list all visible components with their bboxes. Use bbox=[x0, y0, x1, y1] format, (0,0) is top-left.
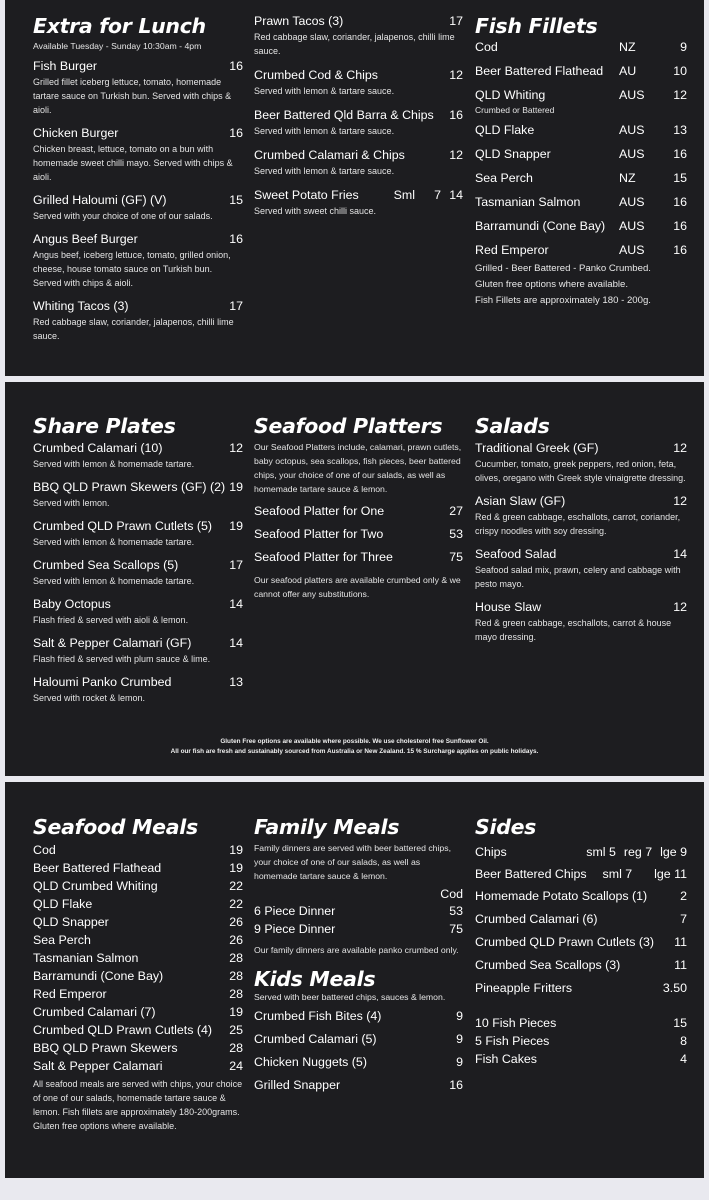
item-desc: Red cabbage slaw, coriander, jalapenos, chilli lime sauce. bbox=[33, 317, 234, 341]
item-name: Chips bbox=[475, 845, 507, 859]
item-price: 12 bbox=[673, 441, 687, 455]
item-price: 16 bbox=[229, 59, 243, 73]
lunch-column bbox=[33, 14, 243, 352]
item-name: Beer Battered Flathead bbox=[33, 861, 162, 875]
item-row bbox=[33, 299, 243, 314]
menu-item bbox=[254, 148, 463, 178]
item-name: Sea Perch bbox=[33, 933, 91, 947]
fillet-item bbox=[475, 123, 687, 138]
fillet-row bbox=[475, 147, 687, 162]
platters-column bbox=[254, 414, 463, 605]
item-name: Crumbed Sea Scallops (5) bbox=[33, 558, 179, 572]
item-price: 27 bbox=[449, 504, 463, 518]
item-name: Tasmanian Salmon bbox=[475, 195, 581, 209]
size-label: Sml bbox=[393, 188, 415, 202]
menu-item bbox=[33, 1039, 243, 1057]
item-price: 16 bbox=[673, 243, 687, 257]
item-price: 12 bbox=[449, 148, 463, 162]
platter-items bbox=[254, 500, 463, 569]
menu-item bbox=[33, 193, 243, 223]
item-name: Crumbed Calamari (7) bbox=[33, 1005, 156, 1019]
item-desc: Served with lemon & tartare sauce. bbox=[254, 166, 395, 176]
item-price: 13 bbox=[673, 123, 687, 137]
item-name: Cod bbox=[33, 843, 56, 857]
item-row bbox=[254, 68, 463, 83]
menu-item bbox=[254, 108, 463, 138]
item-price: 14 bbox=[229, 636, 243, 650]
menu-item bbox=[33, 985, 243, 1003]
item-row bbox=[33, 441, 243, 456]
item-origin: NZ bbox=[619, 171, 636, 185]
item-desc: Served with lemon & tartare sauce. bbox=[254, 86, 395, 96]
item-name: Barramundi (Cone Bay) bbox=[33, 969, 164, 983]
item-price: 17 bbox=[449, 14, 463, 28]
fillet-note: Gluten free options where available. bbox=[475, 279, 629, 290]
item-name: Fish Cakes bbox=[475, 1052, 537, 1066]
menu-item bbox=[254, 68, 463, 98]
item-row bbox=[33, 636, 243, 651]
item-price: 7 bbox=[680, 912, 687, 926]
platters-note: Our seafood platters are available crumbed only & we cannot offer any substitutions. bbox=[254, 575, 461, 599]
item-name: Homemade Potato Scallops (1) bbox=[475, 889, 648, 903]
fillets-column bbox=[475, 14, 687, 309]
item-name: Crumbed Sea Scallops (3) bbox=[475, 958, 621, 972]
chips-lge: lge 9 bbox=[660, 845, 687, 859]
item-price: 16 bbox=[229, 232, 243, 246]
item-name: QLD Flake bbox=[475, 123, 535, 137]
item-name: Baby Octopus bbox=[33, 597, 111, 611]
share-items bbox=[33, 441, 243, 705]
menu-item bbox=[33, 441, 243, 471]
item-price: 14 bbox=[673, 547, 687, 561]
item-name: House Slaw bbox=[475, 600, 542, 614]
menu-item bbox=[33, 480, 243, 510]
item-name: Haloumi Panko Crumbed bbox=[33, 675, 172, 689]
item-row bbox=[254, 148, 463, 163]
item-name: Crumbed Fish Bites (4) bbox=[254, 1009, 382, 1023]
platters-intro: Our Seafood Platters include, calamari, prawn cutlets, baby octopus, sea scallops, fish pieces, beer battered chips, your choice of one of our salads, as well as homemade tartare sauce & lemon. bbox=[254, 442, 462, 494]
item-name: Crumbed Cod & Chips bbox=[254, 68, 378, 82]
menu-item bbox=[33, 597, 243, 627]
item-price: 15 bbox=[229, 193, 243, 207]
fillet-item bbox=[475, 171, 687, 186]
item-name: Beer Battered Chips bbox=[475, 867, 587, 881]
menu-item bbox=[475, 547, 687, 591]
item-name: Crumbed Calamari & Chips bbox=[254, 148, 405, 162]
menu-item bbox=[475, 885, 687, 908]
item-row bbox=[475, 547, 687, 562]
item-desc: Angus beef, iceberg lettuce, tomato, grilled onion, cheese, house tomato sauce on Turkish bun. Served with chips & aioli. bbox=[33, 250, 231, 288]
kids-intro: Served with beer battered chips, sauces & lemon. bbox=[254, 992, 446, 1002]
item-price: 3.50 bbox=[662, 981, 687, 995]
item-name: Crumbed QLD Prawn Cutlets (4) bbox=[33, 1023, 213, 1037]
chips-sml: sml 5 bbox=[586, 845, 616, 859]
item-desc: Served with lemon & homemade tartare. bbox=[33, 537, 195, 547]
item-price: 14 bbox=[449, 188, 463, 202]
item-price: 19 bbox=[229, 519, 243, 533]
item-origin: AUS bbox=[619, 243, 645, 257]
item-price: 15 bbox=[673, 1016, 687, 1030]
item-name: QLD Crumbed Whiting bbox=[33, 879, 158, 893]
item-name: Angus Beef Burger bbox=[33, 232, 138, 246]
item-name: Red Emperor bbox=[475, 243, 549, 257]
item-price: 16 bbox=[449, 108, 463, 122]
menu-item bbox=[254, 1051, 463, 1074]
item-desc: Served with rocket & lemon. bbox=[33, 693, 146, 703]
item-price: 16 bbox=[449, 1078, 463, 1092]
menu-item bbox=[33, 675, 243, 705]
item-desc: Red & green cabbage, eschallots, carrot, coriander, crispy noodles with soy dressing. bbox=[475, 512, 681, 536]
menu-item bbox=[475, 908, 687, 931]
item-price: 28 bbox=[229, 951, 243, 965]
menu-item bbox=[254, 14, 463, 58]
pieces-items bbox=[475, 1014, 687, 1068]
family-intro: Family dinners are served with beer battered chips, your choice of one of our salads, as well as homemade tartare sauce & lemon. bbox=[254, 843, 452, 881]
menu-item bbox=[33, 895, 243, 913]
item-name: Cod bbox=[475, 40, 498, 54]
item-name: Beer Battered Qld Barra & Chips bbox=[254, 108, 434, 122]
item-row bbox=[33, 480, 243, 495]
item-price: 12 bbox=[673, 600, 687, 614]
item-row bbox=[33, 126, 243, 141]
item-sub: Crumbed or Battered bbox=[475, 105, 555, 115]
item-row bbox=[33, 675, 243, 690]
fillet-row bbox=[475, 171, 687, 186]
fillet-row bbox=[475, 195, 687, 210]
item-name: Crumbed Calamari (10) bbox=[33, 441, 163, 455]
bb-chips-row bbox=[475, 863, 687, 885]
item-origin: NZ bbox=[619, 40, 636, 54]
family-cod-label: Cod bbox=[440, 887, 463, 901]
item-price: 25 bbox=[229, 1023, 243, 1037]
item-name: Tasmanian Salmon bbox=[33, 951, 139, 965]
menu-item bbox=[33, 877, 243, 895]
share-column bbox=[33, 414, 243, 714]
sml-price: 7 bbox=[434, 188, 441, 202]
meals-column bbox=[33, 815, 243, 1133]
menu-item bbox=[475, 441, 687, 485]
item-price: 14 bbox=[229, 597, 243, 611]
fillet-row bbox=[475, 88, 687, 103]
item-price: 53 bbox=[449, 904, 463, 918]
item-desc: Seafood salad mix, prawn, celery and cabbage with pesto mayo. bbox=[475, 565, 681, 589]
item-name: Grilled Haloumi (GF) (V) bbox=[33, 193, 167, 207]
menu-item bbox=[33, 299, 243, 343]
item-row bbox=[475, 441, 687, 456]
item-origin: AUS bbox=[619, 195, 645, 209]
fillet-item bbox=[475, 243, 687, 258]
item-name: Grilled Snapper bbox=[254, 1078, 341, 1092]
item-name: Traditional Greek (GF) bbox=[475, 441, 599, 455]
item-name: Salt & Pepper Calamari bbox=[33, 1059, 163, 1073]
menu-panel-lunch bbox=[5, 0, 704, 376]
item-price: 53 bbox=[449, 527, 463, 541]
item-name: QLD Whiting bbox=[475, 88, 546, 102]
item-price: 10 bbox=[673, 64, 687, 78]
item-desc: Red cabbage slaw, coriander, jalapenos, chilli lime sauce. bbox=[254, 32, 455, 56]
item-price: 28 bbox=[229, 969, 243, 983]
sides-title: Sides bbox=[475, 815, 537, 839]
menu-item bbox=[33, 859, 243, 877]
item-price: 8 bbox=[680, 1034, 687, 1048]
menu-item bbox=[33, 519, 243, 549]
fillet-item bbox=[475, 219, 687, 234]
item-row bbox=[475, 494, 687, 509]
salad-items bbox=[475, 441, 687, 644]
lunch-items bbox=[33, 59, 243, 343]
salads-title: Salads bbox=[475, 414, 550, 438]
item-desc: Served with lemon & homemade tartare. bbox=[33, 576, 195, 586]
item-price: 15 bbox=[673, 171, 687, 185]
item-price: 26 bbox=[229, 915, 243, 929]
item-price: 28 bbox=[229, 987, 243, 1001]
item-name: Beer Battered Flathead bbox=[475, 64, 604, 78]
share-title: Share Plates bbox=[33, 414, 176, 438]
chips-reg: reg 7 bbox=[623, 845, 653, 859]
item-price: 9 bbox=[456, 1009, 463, 1023]
family-column bbox=[254, 815, 463, 1097]
item-row bbox=[33, 558, 243, 573]
item-name: Barramundi (Cone Bay) bbox=[475, 219, 606, 233]
item-origin: AUS bbox=[619, 147, 645, 161]
menu-item bbox=[33, 841, 243, 859]
item-name: Crumbed QLD Prawn Cutlets (3) bbox=[475, 935, 655, 949]
fillet-item bbox=[475, 88, 687, 117]
item-name: Chicken Nuggets (5) bbox=[254, 1055, 367, 1069]
item-desc: Cucumber, tomato, greek peppers, red onion, feta, olives, oregano with Greek style vinaigrette dressing. bbox=[475, 459, 686, 483]
item-name: BBQ QLD Prawn Skewers bbox=[33, 1041, 178, 1055]
item-desc: Served with lemon & homemade tartare. bbox=[33, 459, 195, 469]
item-row bbox=[254, 108, 463, 123]
fillet-item bbox=[475, 40, 687, 55]
menu-item bbox=[254, 1028, 463, 1051]
meal-items bbox=[33, 841, 243, 1075]
salads-column bbox=[475, 414, 687, 653]
item-name: Whiting Tacos (3) bbox=[33, 299, 129, 313]
menu-item bbox=[475, 1050, 687, 1068]
menu-item bbox=[475, 1032, 687, 1050]
item-row bbox=[33, 597, 243, 612]
fillet-row bbox=[475, 219, 687, 234]
item-name: Sea Perch bbox=[475, 171, 533, 185]
item-price: 4 bbox=[680, 1052, 687, 1066]
item-name: 9 Piece Dinner bbox=[254, 922, 336, 936]
menu-item bbox=[254, 902, 463, 920]
item-price: 17 bbox=[229, 299, 243, 313]
menu-item bbox=[33, 232, 243, 290]
item-desc: Chicken breast, lettuce, tomato on a bun with homemade sweet chilli mayo. Served with chips & aioli. bbox=[33, 144, 233, 182]
item-price: 19 bbox=[229, 861, 243, 875]
bb-chips-sml: sml 7 bbox=[602, 867, 633, 881]
fillet-row bbox=[475, 40, 687, 55]
fillet-note: Grilled - Beer Battered - Panko Crumbed. bbox=[475, 263, 651, 274]
item-price: 16 bbox=[673, 219, 687, 233]
footer-line-2: All our fish are fresh and sustainably sourced from Australia or New Zealand. 15 % Surcharge applies on public holidays. bbox=[170, 748, 539, 755]
item-desc: Served with lemon. bbox=[33, 498, 110, 508]
menu-item bbox=[475, 1014, 687, 1032]
menu-item bbox=[475, 977, 687, 1000]
menu-panel-share bbox=[5, 382, 704, 776]
item-origin: AUS bbox=[619, 123, 645, 137]
item-name: Red Emperor bbox=[33, 987, 107, 1001]
menu-item bbox=[254, 500, 463, 523]
item-price: 22 bbox=[229, 879, 243, 893]
item-name: Prawn Tacos (3) bbox=[254, 14, 344, 28]
bb-chips-lge: lge 11 bbox=[654, 867, 687, 881]
menu-item bbox=[33, 636, 243, 666]
item-name: Sweet Potato Fries bbox=[254, 188, 359, 202]
item-price: 12 bbox=[449, 68, 463, 82]
lunch-more-column bbox=[254, 14, 463, 226]
item-price: 16 bbox=[673, 147, 687, 161]
item-price: 22 bbox=[229, 897, 243, 911]
item-desc: Flash fried & served with aioli & lemon. bbox=[33, 615, 189, 625]
fillet-row bbox=[475, 243, 687, 258]
menu-item bbox=[475, 931, 687, 954]
meals-notes: All seafood meals are served with chips, your choice of one of our salads, homemade tartare sauce & lemon. Fish fillets are approximately 180-200grams. Gluten free options where available. bbox=[33, 1079, 243, 1131]
item-name: BBQ QLD Prawn Skewers (GF) (2) bbox=[33, 480, 226, 494]
item-desc: Served with your choice of one of our salads. bbox=[33, 211, 213, 221]
menu-item bbox=[254, 1005, 463, 1028]
family-items bbox=[254, 902, 463, 938]
item-name: 10 Fish Pieces bbox=[475, 1016, 557, 1030]
item-desc: Red & green cabbage, eschallots, carrot & house mayo dressing. bbox=[475, 618, 672, 642]
item-price: 19 bbox=[229, 843, 243, 857]
item-desc: Served with lemon & tartare sauce. bbox=[254, 126, 395, 136]
item-name: Seafood Platter for Two bbox=[254, 527, 384, 541]
footer-line-1: Gluten Free options are available where possible. We use cholesterol free Sunflower Oil. bbox=[220, 738, 489, 745]
fillets-title: Fish Fillets bbox=[475, 14, 598, 38]
menu-item bbox=[254, 546, 463, 569]
item-name: Pineapple Fritters bbox=[475, 981, 573, 995]
item-price: 11 bbox=[674, 958, 687, 972]
menu-item bbox=[33, 59, 243, 117]
platters-title: Seafood Platters bbox=[254, 414, 443, 438]
menu-item bbox=[33, 1057, 243, 1075]
menu-item bbox=[475, 494, 687, 538]
family-note: Our family dinners are available panko crumbed only. bbox=[254, 945, 459, 955]
menu-item bbox=[33, 126, 243, 184]
item-price: 26 bbox=[229, 933, 243, 947]
kids-title: Kids Meals bbox=[254, 967, 376, 991]
kids-items bbox=[254, 1005, 463, 1097]
fillet-notes bbox=[475, 261, 687, 309]
item-desc: Grilled fillet iceberg lettuce, tomato, homemade tartare sauce on Turkish bun. Served with chips & aioli. bbox=[33, 77, 232, 115]
item-name: Chicken Burger bbox=[33, 126, 119, 140]
item-price: 12 bbox=[673, 494, 687, 508]
item-row bbox=[33, 519, 243, 534]
item-price: 9 bbox=[680, 40, 687, 54]
item-desc: Flash fried & served with plum sauce & lime. bbox=[33, 654, 211, 664]
item-price: 19 bbox=[229, 480, 243, 494]
family-title: Family Meals bbox=[254, 815, 400, 839]
item-price: 9 bbox=[456, 1055, 463, 1069]
item-desc: Served with sweet chilli sauce. bbox=[254, 206, 377, 216]
item-name: 6 Piece Dinner bbox=[254, 904, 336, 918]
item-price: 13 bbox=[229, 675, 243, 689]
item-origin: AUS bbox=[619, 219, 645, 233]
menu-item bbox=[254, 1074, 463, 1097]
chips-row bbox=[475, 841, 687, 863]
item-name: Seafood Platter for Three bbox=[254, 550, 393, 564]
menu-item bbox=[33, 949, 243, 967]
item-name: 5 Fish Pieces bbox=[475, 1034, 550, 1048]
item-name: Salt & Pepper Calamari (GF) bbox=[33, 636, 192, 650]
menu-item bbox=[254, 920, 463, 938]
fillet-row bbox=[475, 123, 687, 138]
lunch-title: Extra for Lunch bbox=[33, 14, 206, 38]
item-origin: AU bbox=[619, 64, 637, 78]
item-name: QLD Flake bbox=[33, 897, 93, 911]
item-price: 11 bbox=[674, 935, 687, 949]
item-origin: AUS bbox=[619, 88, 645, 102]
item-price: 9 bbox=[456, 1032, 463, 1046]
item-row bbox=[475, 600, 687, 615]
item-price: 75 bbox=[449, 550, 463, 564]
lunch-more-items bbox=[254, 14, 463, 178]
menu-item bbox=[33, 558, 243, 588]
menu-item bbox=[33, 913, 243, 931]
meals-title: Seafood Meals bbox=[33, 815, 198, 839]
fillet-item bbox=[475, 195, 687, 210]
menu-item bbox=[475, 600, 687, 644]
family-col-head bbox=[254, 887, 463, 902]
item-name: Asian Slaw (GF) bbox=[475, 494, 566, 508]
item-name: Seafood Salad bbox=[475, 547, 557, 561]
item-name: Seafood Platter for One bbox=[254, 504, 385, 518]
fillet-items bbox=[475, 40, 687, 258]
item-row bbox=[33, 232, 243, 247]
item-price: 16 bbox=[229, 126, 243, 140]
item-price: 16 bbox=[673, 195, 687, 209]
item-name: Crumbed QLD Prawn Cutlets (5) bbox=[33, 519, 213, 533]
item-name: Crumbed Calamari (6) bbox=[475, 912, 598, 926]
item-name: QLD Snapper bbox=[33, 915, 109, 929]
item-name: QLD Snapper bbox=[475, 147, 551, 161]
item-row bbox=[33, 59, 243, 74]
menu-item bbox=[33, 931, 243, 949]
item-row bbox=[33, 193, 243, 208]
menu-item bbox=[254, 523, 463, 546]
lunch-availability: Available Tuesday - Sunday 10:30am - 4pm bbox=[33, 41, 202, 51]
fillet-row bbox=[475, 64, 687, 79]
sides-items bbox=[475, 885, 687, 1000]
menu-item bbox=[33, 1021, 243, 1039]
item-price: 12 bbox=[229, 441, 243, 455]
menu-item bbox=[33, 1003, 243, 1021]
item-price: 2 bbox=[680, 889, 687, 903]
item-price: 19 bbox=[229, 1005, 243, 1019]
item-price: 28 bbox=[229, 1041, 243, 1055]
item-name: Fish Burger bbox=[33, 59, 98, 73]
item-price: 12 bbox=[673, 88, 687, 102]
menu-item bbox=[33, 967, 243, 985]
item-price: 17 bbox=[229, 558, 243, 572]
item-price: 24 bbox=[229, 1059, 243, 1073]
item-price: 75 bbox=[449, 922, 463, 936]
item-row bbox=[254, 14, 463, 29]
fillet-item bbox=[475, 147, 687, 162]
fillet-item bbox=[475, 64, 687, 79]
menu-panel-meals bbox=[5, 782, 704, 1178]
sides-column bbox=[475, 815, 687, 1068]
menu-item bbox=[475, 954, 687, 977]
menu-item bbox=[254, 188, 463, 218]
item-name: Crumbed Calamari (5) bbox=[254, 1032, 377, 1046]
fillet-note: Fish Fillets are approximately 180 - 200g. bbox=[475, 295, 651, 306]
